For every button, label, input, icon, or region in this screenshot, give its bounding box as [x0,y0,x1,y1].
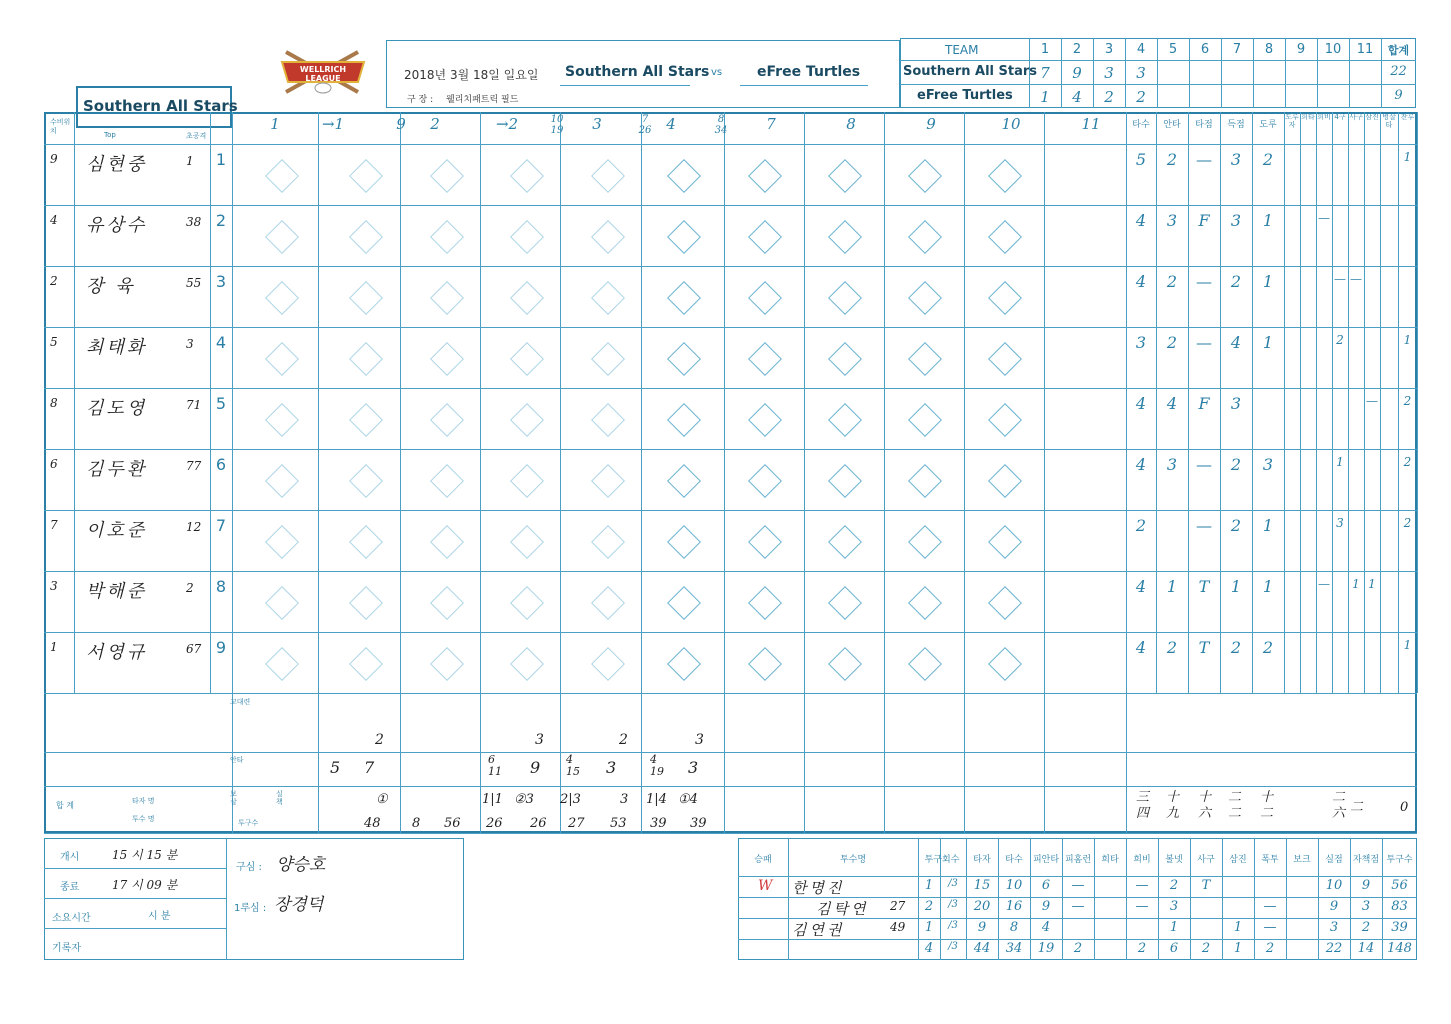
player-stat: 2 [1336,333,1344,347]
player-stat: 5 [1135,150,1147,169]
inning-pitch-count: 26 [486,816,503,831]
player-stat: T [1198,638,1210,657]
player-number: 12 [186,520,202,534]
player-stat: 1 [1352,577,1360,591]
player-stat: — [1196,516,1212,535]
pitching-cell: — [1263,920,1277,935]
player-number: 3 [186,337,194,351]
pitching-cell: /3 [948,941,958,952]
stat-header: 득점 [1227,120,1245,130]
batting-order: 5 [215,394,227,413]
linescore-home-team: eFree Turtles [917,88,1013,103]
stat-total: 十 九 [1166,790,1180,821]
player-stat: 3 [1166,455,1178,474]
player-stat: 2 [1262,638,1274,657]
player-stat: 2 [1166,333,1178,352]
player-stat: 2 [1403,394,1412,408]
position-number: 4 [50,213,58,227]
pitching-cell: 3 [1361,899,1371,914]
player-stat: 1 [1262,333,1274,352]
pitching-header: 자책점 [1352,855,1380,865]
first-base-umpire-name: 장경덕 [274,895,324,915]
player-stat: 4 [1135,638,1147,657]
pitcher-name: 김연권 [792,921,845,939]
venue: 웰리치패트릭 필드 [446,95,519,105]
pitching-cell: 9 [977,920,987,935]
error-label: 보살 [230,790,237,806]
grid-inning-header: 1 [270,115,280,133]
pitching-cell: 9 [1361,878,1371,893]
player-stat: 1 [1403,150,1412,164]
inning-hits: 4 19 [650,753,664,778]
pitcher-name: 한명진 [792,879,845,897]
batting-order: 2 [215,211,227,230]
stat-header: 도루 [1259,120,1277,130]
inning-header-1: 1 [1040,42,1050,57]
pitching-cell: 1 [1233,920,1243,935]
pitching-header: 투수명 [839,855,867,865]
inning-header-10: 10 [1324,42,1342,57]
player-number: 71 [186,398,202,412]
batting-order: 4 [215,333,227,352]
hits-row-label: 안타 [230,756,244,764]
pitching-cell: 10 [1325,878,1343,893]
pitching-cell: 2 [1361,920,1371,935]
player-stat: 1 [1403,638,1412,652]
pitching-header: 희타 [1101,855,1119,865]
player-stat: 3 [1230,211,1242,230]
pitching-cell: 14 [1357,941,1375,956]
player-number: 77 [186,459,202,473]
game-date: 2018년 3월 18일 일요일 [404,68,539,82]
scorecard-team: Southern All Stars [83,97,238,115]
inning-pitch-count: 27 [568,816,585,831]
stat-header: 도루자 [1285,113,1299,129]
player-stat: 2 [1403,516,1412,530]
pitching-cell: 34 [1005,941,1023,956]
pitching-cell: 19 [1037,941,1055,956]
player-stat: — [1196,150,1212,169]
player-stat: 3 [1230,394,1242,413]
batter-total-label: 타자 명 [132,797,155,805]
scorer-label: 기록자 [52,943,81,954]
player-stat: 4 [1230,333,1242,352]
pitching-cell: /3 [948,878,958,889]
inning-errors: 1|4 [646,792,667,807]
batting-order: 7 [215,516,227,535]
pitching-cell: T [1201,878,1211,893]
player-stat: 1 [1262,272,1274,291]
player-stat: 2 [1403,455,1412,469]
player-stat: 4 [1135,272,1147,291]
pitching-header: 피안타 [1032,855,1060,865]
pitching-cell: — [1135,899,1149,914]
away-team-name: Southern All Stars [565,64,710,80]
pitching-cell: 2 [924,899,934,914]
duration-value: 시 분 [148,911,171,922]
grid-inning-header: 3 [592,115,602,133]
inning-errors: ① [376,792,388,807]
player-name: 김도영 [86,398,148,419]
grid-inning-header: 9 [926,115,936,133]
pitching-cell: — [1071,878,1085,893]
stat-total: 三 四 [1136,790,1150,821]
player-stat: 4 [1135,455,1147,474]
pitcher-name: 김탁연 [816,900,869,918]
player-stat: 4 [1166,394,1178,413]
pitching-header: 보크 [1293,855,1311,865]
inning-header-4: 4 [1136,42,1146,57]
player-stat: — [1318,577,1330,591]
pitching-cell: 4 [1041,920,1051,935]
player-stat: 4 [1135,211,1147,230]
player-name: 김두환 [86,459,148,480]
pitching-cell: 2 [1137,941,1147,956]
player-stat: 3 [1336,516,1344,530]
linescore-run: 2 [1136,88,1146,106]
inning-header-7: 7 [1232,42,1242,57]
pitching-header: 투구수 [1386,855,1413,865]
pitching-header: 폭투 [1261,855,1279,865]
player-stat: 1 [1403,333,1412,347]
stat-header: 희비 [1317,113,1331,121]
pitching-header: 실점 [1325,855,1343,865]
inning-header-9: 9 [1296,42,1306,57]
player-name: 심현중 [86,154,148,175]
duration-label: 소요시간 [52,913,91,924]
batting-order: 3 [215,272,227,291]
pitching-cell: 16 [1005,899,1023,914]
inning-hits: 6 11 [488,753,502,778]
grid-inning-header: 9 [396,115,406,133]
grid-inning-header: 7 [766,115,776,133]
pitching-cell: 3 [1169,899,1179,914]
player-stat: 3 [1135,333,1147,352]
player-stat: F [1198,211,1210,230]
pitching-cell: 1 [1233,941,1243,956]
pitching-cell: — [1263,899,1277,914]
player-stat: T [1198,577,1210,596]
linescore-total: 22 [1390,64,1407,79]
inning-pitch-count: 39 [650,816,667,831]
inning-errors: 3 [620,792,629,807]
position-number: 9 [50,152,58,166]
venue-label: 구 장 : [407,95,434,105]
inning-header-6: 6 [1200,42,1210,57]
player-stat: 2 [1166,150,1178,169]
player-number: 1 [186,154,194,168]
grid-inning-header: 7 26 [638,114,652,136]
pitching-cell: 1 [924,878,934,893]
inning-pitch-count: 48 [364,816,381,831]
position-number: 8 [50,396,58,410]
pitching-cell: 4 [924,941,934,956]
player-stat: — [1196,333,1212,352]
player-stat: 3 [1230,150,1242,169]
top-label: Top [104,131,116,139]
inning-hits: 7 [364,758,375,777]
pitching-cell: 2 [1265,941,1275,956]
linescore-total: 9 [1394,88,1403,103]
player-number: 38 [186,215,202,229]
stat-total: 十 六 [1198,790,1212,821]
grid-inning-header: 10 19 [550,114,564,136]
pitching-cell: 3 [1329,920,1339,935]
player-stat: 1 [1166,577,1178,596]
pitching-header: 희비 [1133,855,1151,865]
pitcher-total-label: 투수 명 [132,815,155,823]
stat-header: 타점 [1195,120,1213,130]
inning-hits: 9 [530,758,541,777]
player-stat: 2 [1262,150,1274,169]
player-name: 장 육 [86,276,136,297]
pitching-header: 사구 [1197,855,1215,865]
stat-total: 二 二 [1228,790,1242,821]
player-stat: 3 [1262,455,1274,474]
inning-pitch-count: 39 [690,816,707,831]
inning-errors: 2|3 [560,792,581,807]
grid-inning-header: 8 34 [714,114,728,136]
pitching-header: 볼넷 [1165,855,1183,865]
inning-header-5: 5 [1168,42,1178,57]
inning-runs: 3 [535,732,544,748]
pitching-header: 투구회수 [924,855,960,865]
pitching-cell: 8 [1009,920,1019,935]
stat-header: 4구 [1334,113,1346,121]
stat-header: 삼진 [1365,113,1379,121]
player-stat: 4 [1135,394,1147,413]
player-stat: 2 [1230,638,1242,657]
pitching-header: 타자 [973,855,991,865]
position-number: 7 [50,518,58,532]
player-stat: 1 [1336,455,1344,469]
stat-header: 병살타 [1382,113,1396,129]
inning-hits: 3 [606,758,617,777]
pitching-cell: — [1071,899,1085,914]
pitching-cell: 1 [924,920,934,935]
substitute-label: 교대련 [230,698,251,706]
batting-order: 6 [215,455,227,474]
inning-hits: 4 15 [566,753,580,778]
pitcher-number: 27 [890,899,906,913]
player-stat: 1 [1262,577,1274,596]
pitching-header: 승패 [754,855,772,865]
putout-label: 실책 [276,790,283,806]
pitching-cell: 148 [1387,941,1412,956]
grid-inning-header: 8 [846,115,856,133]
inning-pitch-count: 56 [444,816,461,831]
pitching-cell: /3 [948,920,958,931]
pitching-cell: 2 [1073,941,1083,956]
start-value: 15 시 15 분 [112,848,178,862]
inning-hits: 5 [330,758,341,777]
pitching-cell: 22 [1325,941,1343,956]
stat-total: 二 六 [1332,790,1346,821]
player-name: 서영규 [86,642,148,663]
grid-inning-header: 10 [1001,115,1021,133]
position-number: 3 [50,579,58,593]
player-stat: 1 [1262,211,1274,230]
player-name: 최태화 [86,337,148,358]
inning-header-2: 2 [1072,42,1082,57]
inning-runs: 3 [695,732,704,748]
position-number: 6 [50,457,58,471]
player-stat: — [1366,394,1378,408]
stat-total: 十 二 [1260,790,1274,821]
linescore-run: 2 [1104,88,1114,106]
grid-inning-header: →1 [321,115,345,133]
win-mark: W [758,878,773,894]
position-number: 5 [50,335,58,349]
grid-inning-header: 4 [666,115,676,133]
pitching-cell: 9 [1041,899,1051,914]
vs-text: vs [711,67,723,78]
inning-runs: 2 [619,732,628,748]
umpire-label: 구심 : [236,862,262,873]
pitching-cell: 1 [1169,920,1179,935]
pitching-cell: /3 [948,899,958,910]
stat-header: 사구 [1349,113,1363,121]
stat-total: 二 [1350,800,1364,815]
end-value: 17 시 09 분 [112,878,178,892]
umpire-name: 양승호 [276,855,326,875]
batting-order: 8 [215,577,227,596]
total-header: 합계 [1387,44,1410,57]
player-stat: — [1318,211,1330,225]
linescore-run: 3 [1104,64,1114,82]
inning-hits: 3 [688,758,699,777]
player-stat: F [1198,394,1210,413]
pitching-cell: 2 [1169,878,1179,893]
linescore-run: 9 [1072,64,1082,82]
player-stat: 4 [1135,577,1147,596]
pitching-cell: 6 [1169,941,1179,956]
pitching-cell: 39 [1391,920,1408,935]
pitching-cell: — [1135,878,1149,893]
position-number: 1 [50,640,58,654]
player-stat: — [1196,272,1212,291]
stat-header: 안타 [1163,120,1181,130]
end-label: 종료 [60,882,80,893]
linescore-away-team: Southern All Stars [903,64,1038,79]
pitching-cell: 15 [973,878,991,893]
player-stat: 2 [1230,455,1242,474]
linescore-team-label: TEAM [945,43,979,57]
stat-total: 0 [1400,800,1409,815]
first-base-umpire-label: 1루심 : [234,903,267,914]
pitching-header: 타수 [1005,855,1023,865]
start-label: 개시 [60,852,80,863]
inning-pitch-count: 8 [412,816,421,831]
back-label: 초공격 [186,132,207,140]
inning-errors: 1|1 [482,792,503,807]
inning-errors: ①4 [678,792,698,807]
player-stat: 3 [1166,211,1178,230]
inning-pitch-count: 26 [530,816,547,831]
pitching-cell: 83 [1391,899,1408,914]
inning-errors: ②3 [514,792,534,807]
grid-inning-header: 2 [430,115,440,133]
pitcher-number: 49 [890,920,906,934]
player-number: 67 [186,642,202,656]
player-stat: 2 [1230,272,1242,291]
player-number: 55 [186,276,202,290]
linescore-run: 3 [1136,64,1146,82]
pitching-cell: 2 [1201,941,1211,956]
player-name: 박해준 [86,581,148,602]
pitch-count-label: 투구수 [238,819,259,827]
pitching-cell: 44 [973,941,991,956]
inning-pitch-count: 53 [610,816,627,831]
pitching-cell: 20 [973,899,991,914]
logo-text: WELLRICH LEAGUE [299,65,347,83]
player-stat: 2 [1135,516,1147,535]
total-label: 합 계 [56,801,74,810]
player-stat: 2 [1166,272,1178,291]
linescore-run: 1 [1040,88,1050,106]
pitching-cell: 9 [1329,899,1339,914]
player-stat: 1 [1230,577,1242,596]
player-stat: — [1334,272,1346,286]
player-stat: — [1350,272,1362,286]
player-name: 유상수 [86,215,148,236]
player-number: 2 [186,581,194,595]
batting-order: 1 [215,150,227,169]
player-stat: 2 [1166,638,1178,657]
grid-inning-header: 11 [1081,115,1101,133]
stat-header: 희타 [1301,113,1315,121]
home-team-name: eFree Turtles [757,64,861,80]
pitching-header: 삼진 [1229,855,1247,865]
pitching-cell: 6 [1041,878,1051,893]
batting-order: 9 [215,638,227,657]
inning-header-3: 3 [1104,42,1114,57]
inning-header-8: 8 [1264,42,1274,57]
player-stat: 1 [1262,516,1274,535]
linescore-run: 7 [1040,64,1050,82]
player-stat: — [1196,455,1212,474]
league-logo [278,48,368,96]
pitching-cell: 10 [1005,878,1023,893]
player-stat: 2 [1230,516,1242,535]
inning-header-11: 11 [1356,42,1374,57]
stat-header: 잔루 [1400,113,1415,121]
player-stat: 1 [1368,577,1376,591]
inning-runs: 2 [375,732,384,748]
position-number: 2 [50,274,58,288]
stat-header: 타수 [1132,120,1150,130]
pitching-cell: 56 [1391,878,1408,893]
grid-inning-header: →2 [495,115,519,133]
pos-header: 수비위치 [50,118,71,135]
pitching-header: 피홈런 [1064,855,1092,865]
linescore-run: 4 [1072,88,1082,106]
player-name: 이호준 [86,520,148,541]
